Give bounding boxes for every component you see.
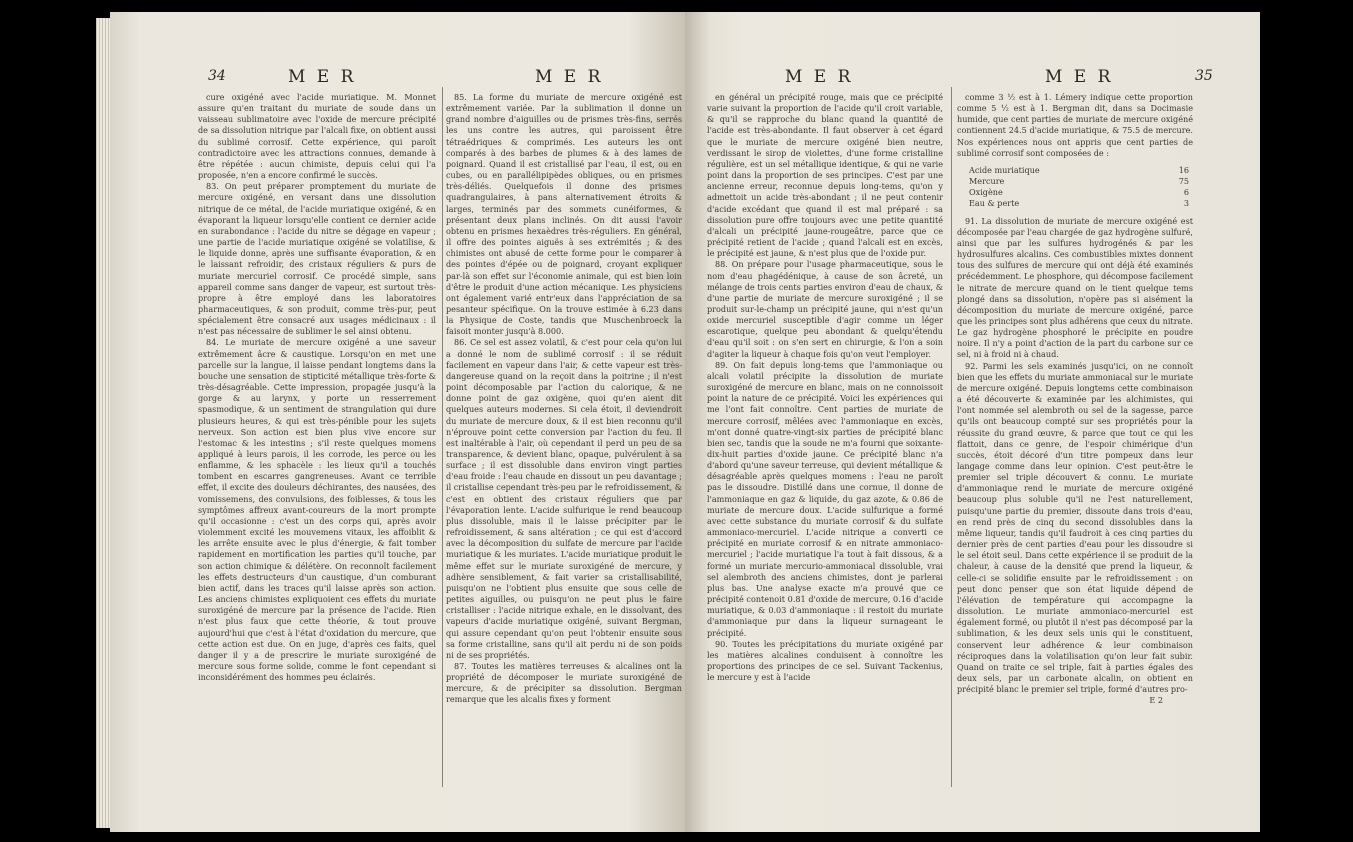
paragraph: 90. Toutes les précipitations du muriate oxigéné par les matières alcalines conduisent à connoître les proportions des principes de ce sel. Suivant Tackenius, le mercure y est à l'acide [707, 638, 943, 683]
left-column-2 [446, 92, 682, 706]
table-row: Eau & perte 3 [969, 198, 1189, 209]
paragraph: 91. La dissolution de muriate de mercure oxigéné est décomposée par l'eau chargée de gaz hydrogène sulfuré, ainsi que par les sulfures hydrogénés & par les hydrosulfures alcalins. Ces combustibles mixtes donnent tous des sulfures de mercure qui ont déjà été examinés précédemment. Le phosphore, qui décompose facilement le nitrate de mercure quand on le tient quelque tems plongé dans sa dissolution, n'opère pas si aisément la décomposition du muriate de mercure oxigéné, parce que les principes sont plus adhérens que ceux du nitrate. Le gaz hydrogène phosphoré le précipite en poudre noire. Il n'y a point d'action de la part du carbone sur ce sel, ni à froid ni à chaud. [957, 215, 1193, 360]
paragraph: 83. On peut préparer promptement du muriate de mercure oxigéné, en versant dans une dissolution nitrique de ce métal, de l'acide muriatique oxigéné, & en évaporant la liqueur lorsqu'elle contient ce dernier acide en surabondance : l'acide du nitre se dégage en vapeur ; une partie de l'acide muriatique oxigéné se volatilise, & le liquide donne, après une suffisante évaporation, & en le laissant refroidir, des cristaux réguliers & purs de muriate mercuriel corrosif. Ce procédé simple, sans appareil comme sans danger de vapeur, est surtout très-propre à être employé dans les laboratoires pharmaceutiques, & son produit, comme très-pur, peut spécialement être consacré aux usages médicinaux : il n'est pas nécessaire de sublimer le sel ainsi obtenu. [198, 181, 436, 337]
running-head-right-col1: M E R [785, 67, 854, 87]
left-column-1 [198, 92, 436, 683]
paragraph: en général un précipité rouge, mais que ce précipité varie suivant la proportion de l'acide qu'il croit variable, & qu'il se rapproche du blanc quand la quantité de l'acide est très-abondante. Il faut observer à cet égard que le muriate de mercure oxigéné bien neutre, verdissant le sirop de violettes, d'une forme cristalline régulière, est un sel métallique identique, & qui ne varie point dans la proportion de ses principes. C'est par une ancienne erreur, reconnue depuis long-tems, qu'on y admettoit un acide très-abondant ; il ne peut contenir d'acide excédant que quand il est mal préparé : sa dissolution pure offre toujours avec une petite quantité d'alcali un précipité jaune-rougeâtre, parce que ce précipité retient de l'acide ; quand l'alcali est en excès, le précipité est jaune, & n'est plus que de l'oxide pur. [707, 92, 943, 259]
paragraph: 88. On prépare pour l'usage pharmaceutique, sous le nom d'eau phagédénique, à cause de son âcreté, un mélange de trois cents parties environ d'eau de chaux, & d'une partie de muriate de mercure suroxigéné ; il se produit sur-le-champ un précipité jaune, qui n'est qu'un oxide mercuriel susceptible d'agir comme un léger escarotique, quelque peu abondant & quelqu'étendu d'eau qu'il soit : on s'en sert en chirurgie, & l'on a soin d'agiter la liqueur à chaque fois qu'on veut l'employer. [707, 259, 943, 359]
paragraph: 92. Parmi les sels examinés jusqu'ici, on ne connoît bien que les effets du muriate ammoniacal sur le muriate de mercure oxigéné. Depuis longtems cette combinaison a été découverte & examinée par les alchimistes, qui l'ont nommée sel alembroth ou sel de la sagesse, parce qu'ils ont beaucoup compté sur ses propriétés pour la réussite du grand œuvre, & parce que tout ce qui les flattoit, dans ce genre, de l'espoir chimérique d'un succès, étoit décoré d'un titre pompeux dans leur langage comme dans leur opinion. C'est peut-être le premier sel triple découvert & connu. Le muriate d'ammoniaque rend le muriate de mercure oxigéné beaucoup plus soluble qu'il ne l'est naturellement, puisqu'une partie du premier, dissoute dans trois d'eau, en rend près de cinq du second dissolubles dans la même liqueur, tandis qu'il faudroit à ces cinq parties du dernier près de cent parties d'eau pour les dissoudre si le sel étoit seul. Dans cette expérience il se produit de la chaleur, à cause de la densité que prend la liqueur, & celle-ci se solidifie ensuite par le refroidissement : on peut donc penser que son état liquide dépend de l'élévation de température qui accompagne la dissolution. Le muriate ammoniaco-mercuriel est également formé, ou plutôt il n'est pas décomposé par la sublimation, & les deux sels unis qui le constituent, conservent leur adhérence & leur combinaison réciproques dans la volatilisation qu'on leur fait subir. Quand on traite ce sel triple, fait à parties égales des deux sels, par un carbonate alcalin, on obtient en précipité blanc le premier sel triple, formé d'autres pro- [957, 360, 1193, 695]
paragraph: cure oxigéné avec l'acide muriatique. M. Monnet assure qu'en traitant du muriate de soude dans un vaisseau sublimatoire avec l'oxide de mercure précipité de sa dissolution nitrique par l'alcali fixe, on obtient aussi du sublimé corrosif. Cette expérience, qui paroît contradictoire avec les attractions connues, demande à être répétée : aucun chimiste, depuis celui qui l'a proposée, n'en a encore confirmé le succès. [198, 92, 436, 181]
table-row: Mercure 75 [969, 176, 1189, 187]
running-head-left-col2: M E R [535, 67, 604, 87]
column-rule [442, 87, 443, 787]
right-column-1 [707, 92, 943, 683]
table-row: Oxigène 6 [969, 187, 1189, 198]
paragraph: 86. Ce sel est assez volatil, & c'est pour cela qu'on lui a donné le nom de sublimé corrosif : il se réduit facilement en vapeur dans l'air, & cette vapeur est très-dangereuse quand on la reçoit dans la poitrine ; il n'est point décomposable par l'action du calorique, & ne donne point de gaz oxigène, quoi qu'en aient dit quelques auteurs modernes. Si cela étoit, il deviendroit du muriate de mercure doux, & il est bien reconnu qu'il n'éprouve point cette conversion par l'action du feu. Il est inaltérable à l'air, où cependant il perd un peu de sa transparence, & devient blanc, opaque, pulvérulent à sa surface ; il est dissoluble dans environ vingt parties d'eau froide : l'eau chaude en dissout un peu davantage ; il cristallise cependant très-peu par le refroidissement, & c'est en obtient des cristaux réguliers que par l'évaporation lente. L'acide sulfurique le rend beaucoup plus dissoluble, mais il le laisse précipiter par le refroidissement, & sans altération ; ce qui est d'accord avec la décomposition du sulfate de mercure par l'acide muriatique & les muriates. L'acide muriatique produit le même effet sur le muriate suroxigéné de mercure, y adhère sensiblement, & fait varier sa cristallisabilité, puisqu'on ne l'obtient plus ensuite que sous celle de petites aiguilles, ou puisqu'on ne peut plus le faire cristalliser : l'acide nitrique exhale, en le dissolvant, des vapeurs d'acide muriatique oxigéné, suivant Bergman, qui assure cependant qu'on peut l'obtenir ensuite sous sa forme cristalline, sans qu'il ait perdu ni de son poids ni de ses propriétés. [446, 337, 682, 660]
page-number-left: 34 [208, 68, 226, 84]
column-rule [951, 87, 952, 787]
open-book [110, 12, 1260, 832]
table-row: Acide muriatique 16 [969, 164, 1189, 175]
running-head-right-col2: M E R [1045, 67, 1114, 87]
signature-mark: E 2 [1149, 695, 1163, 706]
right-column-2 [957, 92, 1193, 706]
paragraph: comme 3 ½ est à 1. Lémery indique cette proportion comme 5 ½ est à 1. Bergman dit, dans sa Docimasie humide, que cent parties de muriate de mercure oxigéné contiennent 24.5 d'acide muriatique, & 75.5 de mercure. Nos expériences nous ont appris que cent parties de sublimé corrosif sont composées de : [957, 92, 1193, 158]
running-head-left: M E R [288, 67, 357, 87]
composition-table [969, 165, 1193, 210]
left-page [110, 12, 685, 832]
right-page [685, 12, 1260, 832]
paragraph: 85. La forme du muriate de mercure oxigéné est extrêmement variée. Par la sublimation il donne un grand nombre d'aiguilles ou de prismes très-fins, serrés les uns contre les autres, qui paroissent être tétraédriques & comprimés. Les auteurs les ont comparés à des barbes de plumes & à des lames de poignard. Quand il est cristallisé par l'eau, il est, ou en cubes, ou en parallélipipèdes obliques, ou en prismes très-déliés. Quelquefois il donne des prismes quadrangulaires, à pans alternativement étroits & larges, terminés par des sommets cunéiformes, & présentant deux plans inclinés. On dit aussi l'avoir obtenu en prismes hexaèdres très-réguliers. En général, il offre des pointes aiguës à ses extrémités ; & des chimistes ont abusé de cette forme pour le comparer à des pointes d'épée ou de poignard, croyant expliquer par-là son effet sur l'économie animale, qui est bien loin d'être le produit d'une action mécanique. Les physiciens ont également varié entr'eux dans l'appréciation de sa pesanteur spécifique. On la trouve estimée à 6.23 dans la Physique de Coste, tandis que Muschenbroeck la faisoit monter jusqu'à 8.000. [446, 92, 682, 337]
paragraph: 89. On fait depuis long-tems que l'ammoniaque ou alcali volatil précipite la dissolution de muriate suroxigéné de mercure en blanc, mais on ne connoissoit point la nature de ce précipité. Voici les expériences qui me l'ont fait connoître. Cent parties de muriate de mercure corrosif, mêlées avec l'ammoniaque en excès, m'ont donné quatre-vingt-six parties de précipité blanc bien sec, tandis que la soude ne m'a fourni que soixante-dix-huit parties d'oxide jaune. Ce précipité blanc n'a d'abord qu'une saveur terreuse, qui devient métallique & désagréable après quelques momens : l'eau ne paroît pas le dissoudre. Distillé dans une cornue, il donne de l'ammoniaque en gaz & liquide, du gaz azote, & 0.86 de muriate de mercure doux. L'acide sulfurique a formé avec cette substance du muriate corrosif & du sulfate ammoniaco-mercuriel. L'acide nitrique a converti ce précipité en muriate corrosif & en nitrate ammoniaco-mercuriel ; l'acide muriatique l'a tout à fait dissous, & a formé un muriate mercurio-ammoniacal dissoluble, vrai sel alembroth des anciens chimistes, dont je parlerai plus bas. Une analyse exacte m'a prouvé que ce précipité contenoit 0.81 d'oxide de mercure, 0.16 d'acide muriatique, & 0.03 d'ammoniaque : il restoit du muriate d'ammoniaque pur dans la liqueur surnageant le précipité. [707, 359, 943, 638]
paragraph: 84. Le muriate de mercure oxigéné a une saveur extrêmement âcre & caustique. Lorsqu'on en met une parcelle sur la langue, il laisse pendant longtems dans la bouche une sensation de stipticité métallique très-forte & très-désagréable. Cette impression, propagée jusqu'à la gorge & au larynx, y porte un resserrement spasmodique, & un sentiment de strangulation qui dure plusieurs heures, & qui est très-pénible pour les sujets nerveux. Son action est bien plus vive encore sur l'estomac & les intestins ; s'il reste quelques momens appliqué à leurs parois, il les corrode, les perce ou les enflamme, & les sphacèle : les lieux qu'il a touchés tombent en escarres gangreneuses. Avant ce terrible effet, il excite des douleurs déchirantes, des nausées, des vomissemens, des convulsions, des foiblesses, & tous les symptômes affreux avant-coureurs de la mort prompte qu'il occasionne : c'est un des corps qui, après avoir violemment excité les mouvemens vitaux, les affoiblit & les arrête ensuite avec le plus d'énergie, & fait tomber rapidement en mortification les parties qu'il touche, par son action chimique & délétère. On reconnoît facilement les effets destructeurs d'un caustique, d'un comburant bien actif, dans les traces qu'il laisse après son action. Les anciens chimistes expliquoient ces effets du muriate suroxigéné de mercure par la présence de l'acide. Rien n'est plus faux que cette théorie, & tout prouve aujourd'hui que c'est à l'état d'oxidation du mercure, que cette action est due. On en juge, d'après ces faits, quel danger il y a de prescrire le muriate suroxigéné de mercure sous forme solide, comme le font cependant si inconsidérément des hommes peu éclairés. [198, 337, 436, 683]
paragraph: 87. Toutes les matières terreuses & alcalines ont la propriété de décomposer le muriate suroxigéné de mercure, & de précipiter sa dissolution. Bergman remarque que les alcalis fixes y forment [446, 660, 682, 705]
page-number-right: 35 [1195, 68, 1213, 84]
